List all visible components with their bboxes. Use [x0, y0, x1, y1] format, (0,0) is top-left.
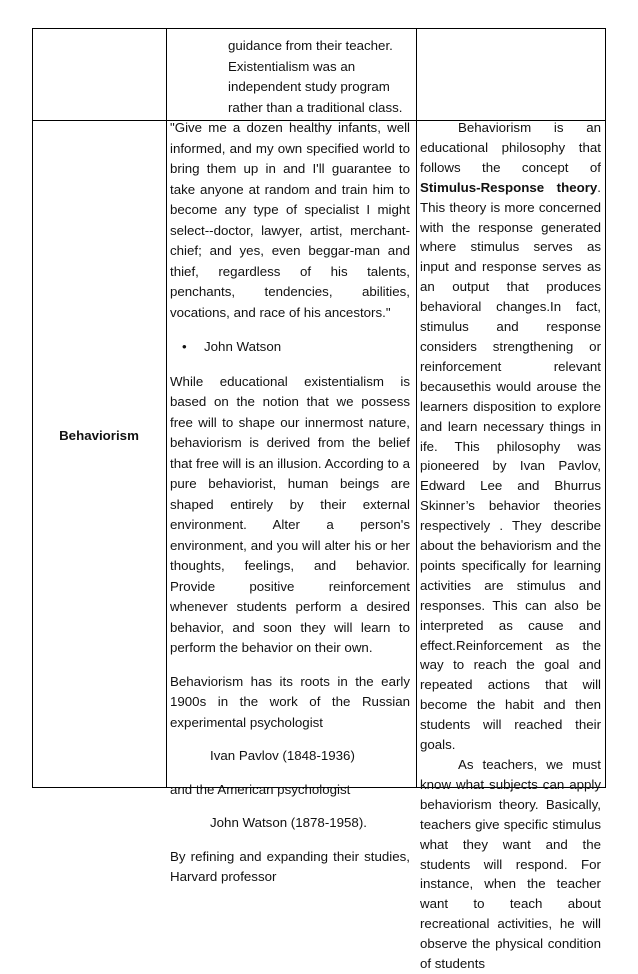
table-border-left [32, 28, 33, 788]
stimulus-intro: Behaviorism is an educational philosophy that follows the concept of [420, 120, 601, 175]
table-border-right [605, 28, 606, 788]
row1-line-4: rather than a traditional class. [228, 99, 403, 115]
paragraph-teachers: As teachers, we must know what subjects can apply behaviorism theory. Basically, teachers give specific stimulus what they want and the students will respond. For instance, when the teacher want to teach about recreational activities, he will observe the physical condition of students [420, 757, 601, 972]
stimulus-body: . This theory is more concerned with the response generated where stimulus serves as input and response serves as an output that produces behavioral changes.In fact, stimulus and response considers strengthening or reinforcement relevant becausethis would arouse the learners disposition to explore and learn necessary things in ife. This philosophy was pioneered by Ivan Pavlov, Edward Lee and Bhurrus Skinner’s behavior theories respectively . They describe about the behaviorism and the points specifically for learning activities are stimulus and responses. This can also be interpreted as cause and effect.Reinforcement as the way to reach the goal and repeated actions that will become the habit and then students will reached their goals. [420, 179, 601, 753]
paragraph-existentialism-vs-behaviorism: While educational existentialism is based on the notion that we possess free will to shape our innermost nature, behaviorism is derived from the belief that free will is an illusion. According to a pure behaviorist, human beings are shaped entirely by their external environment. Alter a person's environment, and you will alter his or her thoughts, feelings, and behavior. Provide positive reinforcement whenever students perform a desired behavior, and soon they will learn to perform the behavior on their own. [170, 373, 410, 655]
bullet-item [170, 337, 410, 358]
name-pavlov: Ivan Pavlov (1848-1936) [210, 748, 355, 763]
row1-line-2: Existentialism was an [228, 58, 356, 74]
row-label-behaviorism: Behaviorism [59, 428, 139, 443]
stimulus-response-term: Stimulus-Response theory [420, 179, 598, 195]
table-divider-1 [166, 28, 167, 788]
table-divider-2 [416, 28, 417, 788]
paragraph-american-psychologist: and the American psychologist [170, 781, 351, 797]
document-table [32, 28, 606, 972]
name-watson: John Watson (1878-1958). [210, 815, 367, 830]
row1-middle-cell [228, 36, 410, 118]
watson-quote: "Give me a dozen healthy infants, well informed, and my own specified world to bring them up in and I'll guarantee to take anyone at random and train him to become any type of specialist I might select--doctor, lawyer, artist, merchant-chief; and yes, even beggar-man and thief, regardless of his talents, penchants, tendencies, abilities, vocations, and race of his ancestors." [170, 120, 410, 320]
paragraph-roots: Behaviorism has its roots in the early 1900s in the work of the Russian experimental psychologist [170, 673, 410, 730]
table-border-top [32, 28, 606, 29]
row1-line-3: independent study program [228, 79, 390, 94]
paragraph-stimulus-response [420, 118, 601, 755]
row2-middle-cell [170, 118, 410, 888]
bullet-dot-icon: • [182, 339, 187, 354]
row1-line-1: guidance from their teacher. [228, 38, 393, 53]
paragraph-harvard: By refining and expanding their studies, Harvard professor [170, 848, 410, 884]
bullet-text: John Watson [204, 339, 282, 354]
row2-right-cell [420, 118, 601, 974]
